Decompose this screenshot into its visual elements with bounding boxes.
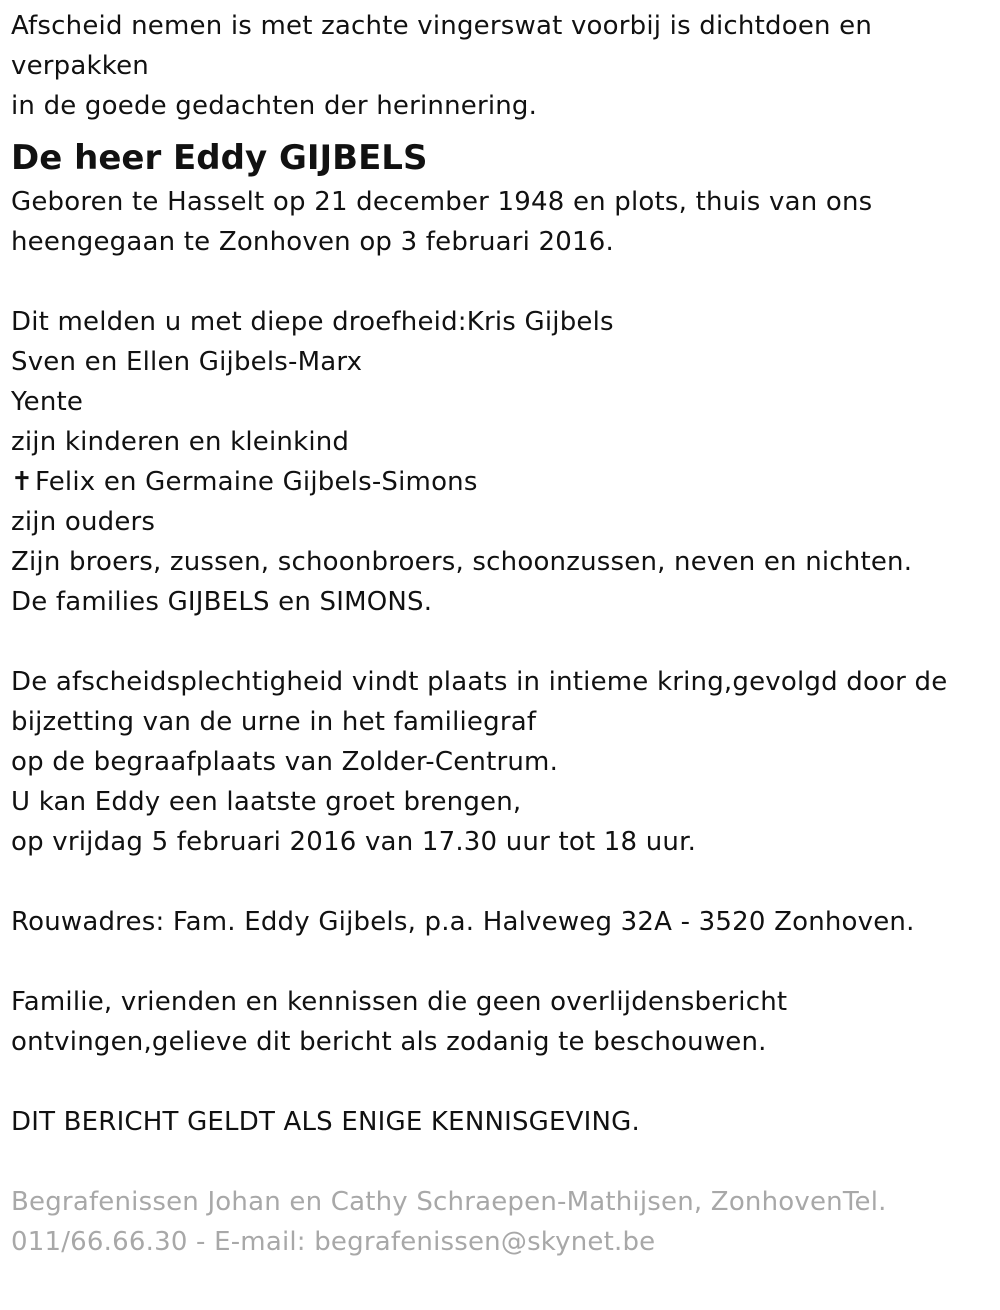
spacer <box>11 1062 1000 1102</box>
closing-statement: DIT BERICHT GELDT ALS ENIGE KENNISGEVING. <box>11 1107 640 1137</box>
notice-line: Familie, vrienden en kennissen die geen overlijdensbericht <box>11 987 788 1017</box>
footer-line: Begrafenissen Johan en Cathy Schraepen-Mathijsen, ZonhovenTel. <box>11 1187 887 1217</box>
intro-poem <box>11 6 1000 126</box>
deceased-name-heading: De heer Eddy GIJBELS <box>11 138 428 178</box>
family-announce: Dit melden u met diepe droefheid:Kris Gijbels <box>11 307 614 337</box>
notice-section <box>11 982 1000 1062</box>
death-line: heengegaan te Zonhoven op 3 februari 2016. <box>11 227 614 257</box>
spacer <box>11 862 1000 902</box>
family-line: zijn ouders <box>11 507 156 537</box>
ceremony-line: op de begraafplaats van Zolder-Centrum. <box>11 747 559 777</box>
poem-line: Afscheid nemen is met zachte vingerswat voorbij is dichtdoen en <box>11 11 873 41</box>
mourning-address: Rouwadres: Fam. Eddy Gijbels, p.a. Halveweg 32A - 3520 Zonhoven. <box>11 907 915 937</box>
family-line: Zijn broers, zussen, schoonbroers, schoonzussen, neven en nichten. <box>11 547 913 577</box>
cross-icon: ✝ <box>11 467 33 497</box>
spacer <box>11 262 1000 302</box>
family-line: Sven en Ellen Gijbels-Marx <box>11 347 363 377</box>
poem-line: verpakken <box>11 51 149 81</box>
spacer <box>11 942 1000 982</box>
family-section <box>11 302 1000 622</box>
family-line: Yente <box>11 387 84 417</box>
notice-line: ontvingen,gelieve dit bericht als zodanig te beschouwen. <box>11 1027 767 1057</box>
ceremony-line: bijzetting van de urne in het familiegraf <box>11 707 537 737</box>
spacer <box>11 1142 1000 1182</box>
family-line: De families GIJBELS en SIMONS. <box>11 587 433 617</box>
birth-death-info <box>11 182 1000 262</box>
footer-contact: 011/66.66.30 - E-mail: begrafenissen@skynet.be <box>11 1227 656 1257</box>
ceremony-line: U kan Eddy een laatste groet brengen, <box>11 787 522 817</box>
ceremony-section <box>11 662 1000 862</box>
birth-line: Geboren te Hasselt op 21 december 1948 en plots, thuis van ons <box>11 187 873 217</box>
family-line: zijn kinderen en kleinkind <box>11 427 350 457</box>
funeral-home-footer <box>11 1182 1000 1262</box>
parents-names: Felix en Germaine Gijbels-Simons <box>35 467 478 497</box>
ceremony-line: De afscheidsplechtigheid vindt plaats in intieme kring,gevolgd door de <box>11 667 948 697</box>
poem-line: in de goede gedachten der herinnering. <box>11 91 538 121</box>
ceremony-line: op vrijdag 5 februari 2016 van 17.30 uur tot 18 uur. <box>11 827 697 857</box>
parents-line <box>11 462 1000 502</box>
spacer <box>11 622 1000 662</box>
